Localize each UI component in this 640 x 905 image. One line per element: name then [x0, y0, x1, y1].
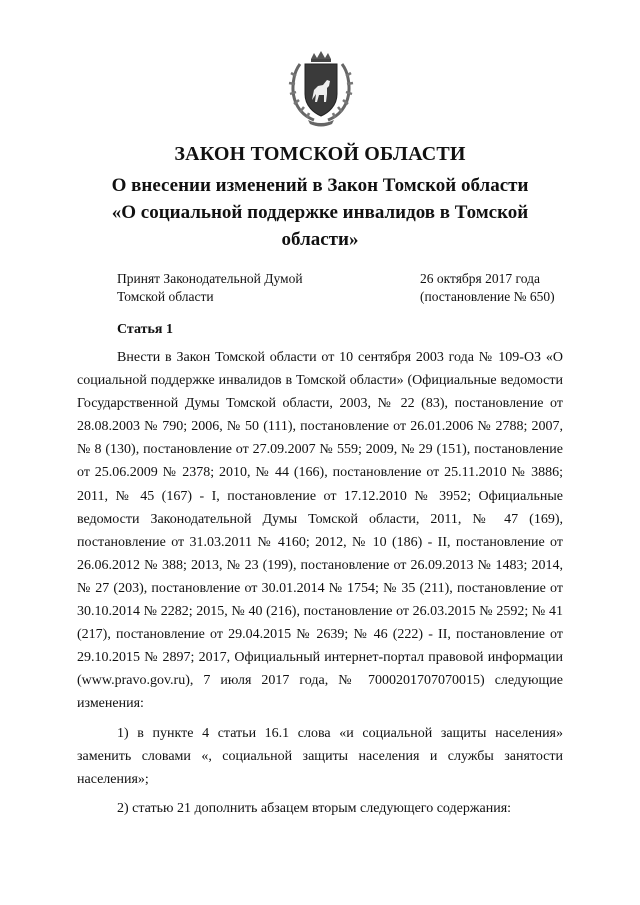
law-subtitle — [0, 172, 640, 253]
article-intro-paragraph: Внести в Закон Томской области от 10 сентября 2003 года № 109-ОЗ «О социальной поддержке инвалидов в Томской области» (Официальные ведомости Государственной Думы Томской области, 2003, № 22 (83), постановление от 28.08.2003 № 790; 2006, № 50 (111), постановление от 26.01.2006 № 2788; 2007, № 8 (130), постановление от 27.09.2007 № 559; 2009, № 29 (151), постановление от 25.06.2009 № 2378; 2010, № 44 (166), постановление от 25.11.2010 № 3886; 2011, № 45 (167) - I, постановление от 17.12.2010 № 3952; Официальные ведомости Законодательной Думы Томской области, 2011, № 47 (169), постановление от 31.03.2011 № 4160; 2012, № 10 (186) - II, постановление от 26.06.2012 № 388; 2013, № 23 (199), постановление от 26.09.2013 № 1483; 2014, № 27 (203), постановление от 30.01.2014 № 1754; № 35 (211), постановление от 30.10.2014 № 2282; 2015, № 40 (216), постановление от 26.03.2015 № 2592; № 41 (217), постановление от 29.04.2015 № 2639; № 46 (222) - II, постановление от 29.10.2015 № 2897; 2017, Официальный интернет-портал правовой информации (www.pravo.gov.ru), 7 июля 2017 года, № 7000201707070015) следующие изменения: — [77, 350, 563, 712]
amendment-item-2: 2) статью 21 дополнить абзацем вторым следующего содержания: — [117, 800, 512, 816]
subtitle-line: «О социальной поддержке инвалидов в Томской — [111, 202, 529, 223]
adoption-date-block — [420, 270, 555, 306]
article-heading: Статья 1 — [117, 322, 173, 337]
subtitle-line: области» — [281, 229, 359, 250]
coat-of-arms-emblem — [286, 50, 356, 128]
adopting-body-line: Томской области — [117, 289, 214, 304]
law-title: ЗАКОН ТОМСКОЙ ОБЛАСТИ — [174, 143, 466, 165]
adopting-body — [117, 270, 303, 306]
amendment-item-1: 1) в пункте 4 статьи 16.1 слова «и социальной защиты населения» заменить словами «, социальной защиты населения и службы занятости населения»; — [77, 725, 563, 787]
subtitle-line: О внесении изменений в Закон Томской области — [111, 175, 529, 196]
resolution-number: (постановление № 650) — [420, 289, 555, 304]
adopting-body-line: Принят Законодательной Думой — [117, 271, 303, 286]
adoption-date: 26 октября 2017 года — [420, 271, 540, 286]
article-body — [77, 346, 563, 820]
